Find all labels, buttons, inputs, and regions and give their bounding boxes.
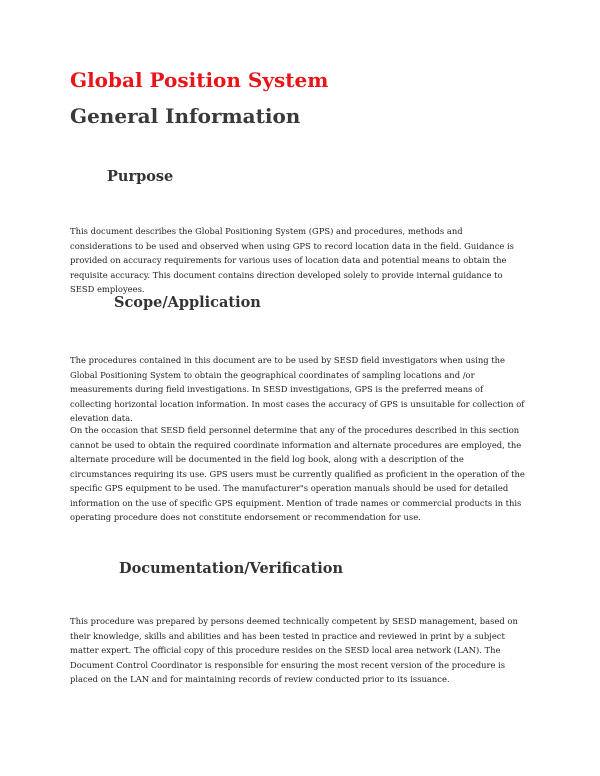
- document-subtitle: General Information: [70, 104, 301, 128]
- documentation-paragraph: This procedure was prepared by persons deemed technically competent by SESD management, based on their knowledge, skills and abilities and has been tested in practice and reviewed in print by a subject matter expert. The official copy of this procedure resides on the SESD local area network (LAN). The Document Control Coordinator is responsible for ensuring the most recent version of the procedure is placed on the LAN and for maintaining records of review conducted prior to its issuance.: [70, 616, 518, 684]
- scope-paragraph-2: On the occasion that SESD field personnel determine that any of the procedures described in this section cannot be used to obtain the required coordinate information and alternate procedures are employed, the alternate procedure will be documented in the field log book, along with a description of the circumstances requiring its use. GPS users must be currently qualified as proficient in the operation of the specific GPS equipment to be used. The manufacturer"s operation manuals should be used for detailed information on the use of specific GPS equipment. Mention of trade names or commercial products in this operating procedure does not constitute endorsement or recommendation for use.: [70, 425, 525, 522]
- purpose-heading: Purpose: [107, 168, 174, 185]
- purpose-paragraph: This document describes the Global Positioning System (GPS) and procedures, methods and considerations to be used and observed when using GPS to record location data in the field. Guidance is provided on accuracy requirements for various uses of location data and potential means to obtain the requisite accuracy. This document contains direction developed solely to provide internal guidance to SESD employees.: [70, 226, 514, 294]
- scope-heading: Scope/Application: [114, 294, 261, 311]
- scope-paragraph-1: The procedures contained in this document are to be used by SESD field investigators when using the Global Positioning System to obtain the geographical coordinates of sampling locations and /or measurements during field investigations. In SESD investigations, GPS is the preferred means of collecting horizontal location information. In most cases the accuracy of GPS is unsuitable for collection of elevation data.: [70, 355, 525, 423]
- documentation-heading: Documentation/Verification: [119, 560, 344, 577]
- document-title: Global Position System: [70, 68, 329, 92]
